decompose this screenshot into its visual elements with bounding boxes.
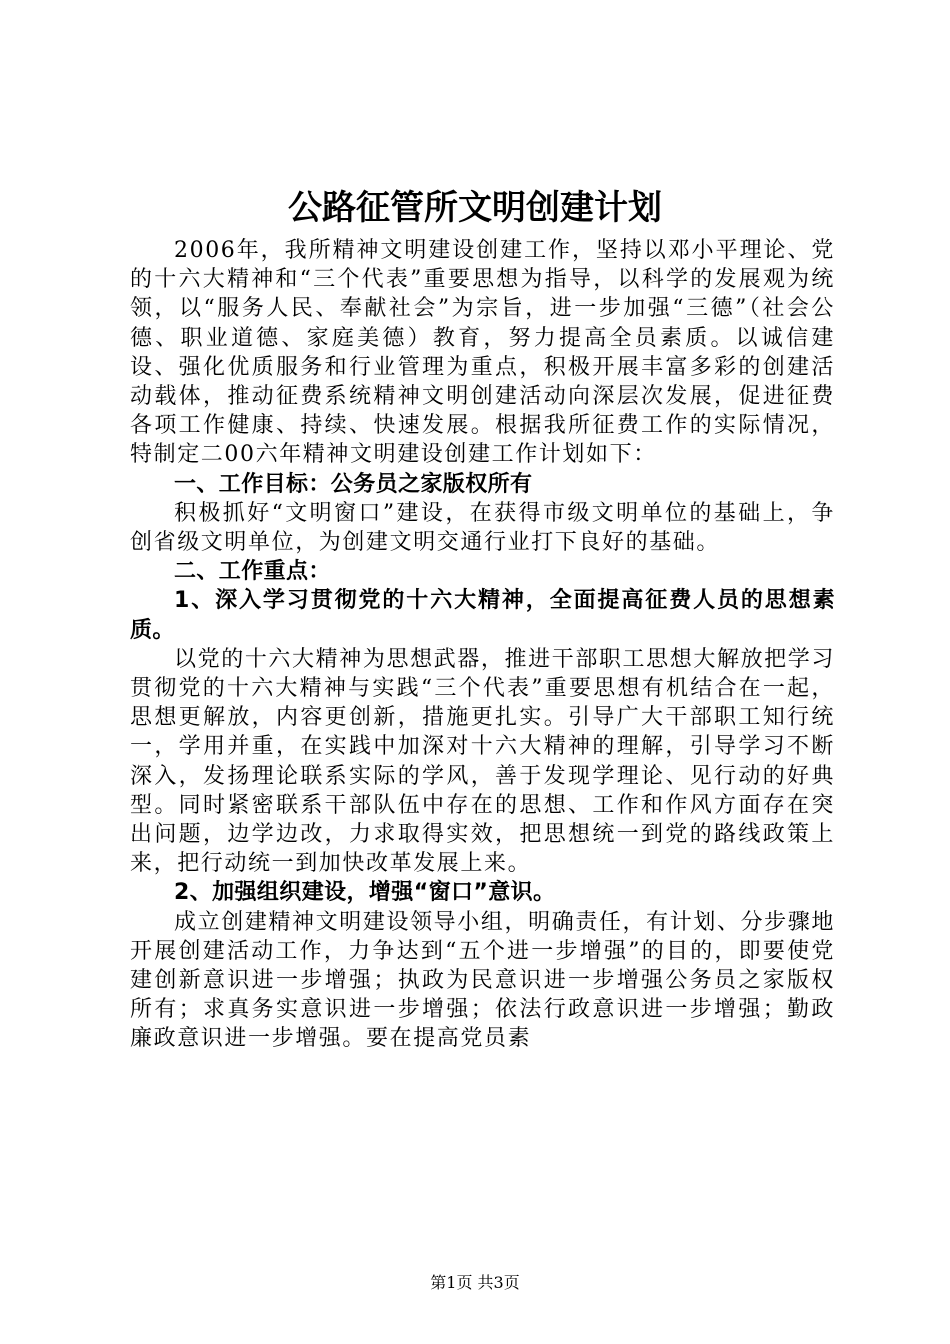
study-paragraph: 以党的十六大精神为思想武器，推进干部职工思想大解放把学习贯彻党的十六大精神与实践“三个代表”重要思想有机结合在一起，思想更解放，内容更创新，措施更扎实。引导广大干部职工知行统一，学用并重，在实践中加深对十六大精神的理解，引导学习不断深入，发扬理论联系实际的学风，善于发现学理论、见行动的好典型。同时紧密联系干部队伍中存在的思想、工作和作风方面存在突出问题，边学边改，力求取得实效，把思想统一到党的路线政策上来，把行动统一到加快改革发展上来。 bbox=[130, 646, 835, 877]
subheading-study: 1、深入学习贯彻党的十六大精神，全面提高征费人员的思想素质。 bbox=[130, 588, 835, 643]
document-title: 公路征管所文明创建计划 bbox=[288, 188, 662, 228]
section-heading-goals: 一、工作目标：公务员之家版权所有 bbox=[174, 471, 533, 497]
document-body bbox=[130, 236, 835, 1054]
page-footer: 第1页 共3页 bbox=[430, 1273, 520, 1292]
intro-paragraph: 2006年，我所精神文明建设创建工作，坚持以邓小平理论、党的十六大精神和“三个代表”重要思想为指导，以科学的发展观为统领，以“服务人民、奉献社会”为宗旨，进一步加强“三德”（社会公德、职业道德、家庭美德）教育，努力提高全员素质。以诚信建设、强化优质服务和行业管理为重点，积极开展丰富多彩的创建活动载体，推动征费系统精神文明创建活动向深层次发展，促进征费各项工作健康、持续、快速发展。根据我所征费工作的实际情况，特制定二00六年精神文明建设创建工作计划如下： bbox=[130, 238, 835, 468]
subheading-organization: 2、加强组织建设，增强“窗口”意识。 bbox=[174, 880, 556, 906]
section-heading-focus: 二、工作重点： bbox=[174, 559, 331, 585]
organization-paragraph: 成立创建精神文明建设领导小组，明确责任，有计划、分步骤地开展创建活动工作，力争达到“五个进一步增强”的目的，即要使党建创新意识进一步增强；执政为民意识进一步增强公务员之家版权所有；求真务实意识进一步增强；依法行政意识进一步增强；勤政廉政意识进一步增强。要在提高党员素 bbox=[130, 909, 835, 1052]
goals-paragraph: 积极抓好“文明窗口”建设，在获得市级文明单位的基础上，争创省级文明单位，为创建文明交通行业打下良好的基础。 bbox=[130, 500, 835, 556]
